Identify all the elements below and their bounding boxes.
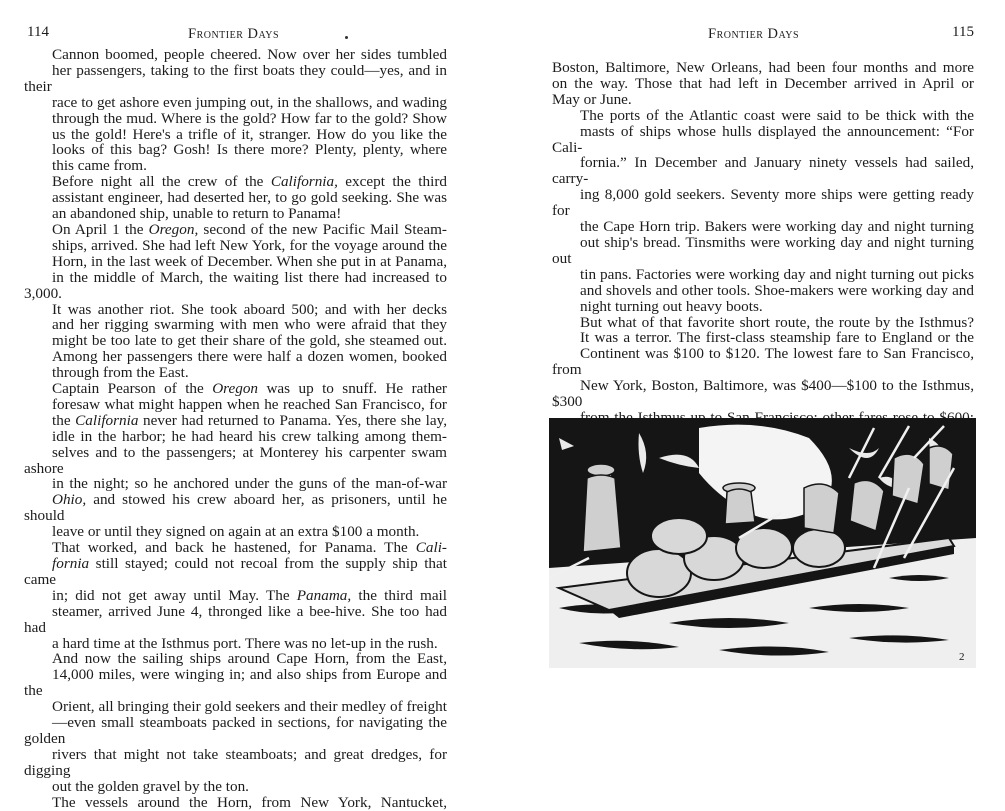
text-line: masts of ships whose hulls displayed the announcement: “For Cali- [552, 122, 974, 156]
text-line: in the night; so he anchored under the guns of the man-of-war [52, 475, 447, 493]
text-line: —even small steamboats packed in sections, for navigating the golden [24, 714, 447, 747]
running-head: Frontier Days [188, 26, 280, 42]
paragraph [24, 651, 447, 794]
text-line: ships, arrived. She had left New York, for the voyage around the [52, 236, 447, 254]
text-line: On April 1 the Oregon, second of the new Pacific Mail Steam- [52, 220, 447, 238]
paragraph [24, 302, 447, 382]
text-line: selves and to the passengers; at Monterey his carpenter swam ashore [24, 443, 447, 477]
text-line: foresaw what might happen when he reached San Francisco, for [52, 395, 447, 413]
text-line: this came from. [52, 157, 147, 175]
paragraph [24, 381, 447, 540]
text-line: That worked, and back he hastened, for Panama. The Cali- [52, 539, 447, 557]
paragraph [24, 540, 447, 651]
text-line: But what of that favorite short route, the route by the Isthmus? [580, 313, 974, 331]
text-line: Horn, in the last week of December. When she put in at Panama, [52, 252, 447, 270]
text-line: Ohio, and stowed his crew aboard her, as prisoners, until he should [24, 491, 447, 525]
text-line: and shovels and other tools. Shoe-makers were working day and [580, 281, 974, 299]
boat-illustration-svg [549, 418, 976, 668]
text-line: ing 8,000 gold seekers. Seventy more ships were getting ready for [552, 186, 974, 220]
text-line: Before night all the crew of the California, except the third [52, 173, 447, 191]
text-line: And now the sailing ships around Cape Horn, from the East, [52, 650, 447, 668]
paragraph [24, 222, 447, 302]
paragraph [552, 108, 974, 315]
paragraph [24, 47, 447, 174]
print-speck [345, 36, 348, 39]
text-line: Captain Pearson of the Oregon was up to snuff. He rather [52, 380, 447, 398]
running-head: Frontier Days [708, 26, 800, 42]
text-line: and her rigging swarming with men who were afraid that they [52, 316, 447, 334]
text-line: an abandoned ship, unable to return to Panama! [52, 205, 342, 223]
text-line: the Cape Horn trip. Bakers were working day and night turning [580, 218, 974, 236]
text-line: steamer, arrived June 4, thronged like a bee-hive. She too had had [24, 602, 447, 636]
text-line: Continent was $100 to $120. The lowest fare to San Francisco, from [552, 345, 974, 379]
right-page [500, 0, 1005, 690]
text-line: Orient, all bringing their gold seekers and their medley of freight [52, 698, 447, 716]
paragraph [24, 795, 447, 811]
body-text [24, 47, 447, 811]
left-page [0, 0, 500, 811]
text-line: in; did not get away until May. The Panama, the third mail [52, 586, 447, 604]
woodcut-illustration [549, 418, 976, 668]
text-line: Among her passengers there were half a dozen women, booked [52, 348, 447, 366]
page-number: 115 [952, 24, 974, 40]
text-line: The vessels around the Horn, from New York, Nantucket, [52, 793, 447, 811]
text-line: rivers that might not take steamboats; and great dredges, for digging [24, 745, 447, 779]
text-line: leave or until they signed on again at an extra $100 a month. [52, 523, 420, 541]
text-line: It was another riot. She took aboard 500; and with her decks [52, 300, 447, 318]
text-line: The ports of the Atlantic coast were said to be thick with the [580, 106, 974, 124]
text-line: a hard time at the Isthmus port. There was no let-up in the rush. [52, 634, 438, 652]
text-line: us the gold! Here's a trifle of it, stranger. How do you like the [52, 125, 447, 143]
artist-signature: 2 [959, 651, 965, 663]
text-line: tin pans. Factories were working day and night turning out picks [580, 265, 974, 283]
text-line: out ship's bread. Tinsmiths were working day and night turning out [552, 233, 974, 267]
text-line: through from the East. [52, 364, 189, 382]
text-line: on the way. Those that had left in December arrived in April or [552, 74, 974, 92]
text-line: fornia still stayed; could not recoal from the supply ship that came [24, 555, 447, 588]
paragraph [24, 174, 447, 222]
text-line: assistant engineer, had deserted her, to go gold seeking. She was [52, 189, 447, 207]
text-line: race to get ashore even jumping out, in the shallows, and wading [52, 93, 447, 111]
page-number: 114 [27, 24, 49, 40]
text-line: Cannon boomed, people cheered. Now over her sides tumbled [52, 46, 447, 63]
text-line: night turning out heavy boots. [580, 297, 763, 315]
text-line: through the mud. Where is the gold? How far to the gold? Show [52, 109, 447, 127]
text-line: Boston, Baltimore, New Orleans, had been four months and more [552, 59, 974, 76]
text-line: It was a terror. The first-class steamship fare to England or the [580, 329, 974, 347]
text-line: in the middle of March, the waiting list there had increased to 3,000. [24, 268, 447, 302]
text-line: out the golden gravel by the ton. [52, 777, 249, 795]
text-line: idle in the harbor; he had heard his crew talking among them- [52, 427, 447, 445]
paragraph [552, 60, 974, 108]
text-line: her passengers, taking to the first boats they could—yes, and in their [24, 61, 447, 95]
text-line: May or June. [552, 90, 632, 108]
text-line: might be too late to get their share of the gold, she steamed out. [52, 332, 447, 350]
text-line: the California never had returned to Panama. Yes, there she lay, [52, 411, 448, 429]
text-line: New York, Boston, Baltimore, was $400—$100 to the Isthmus, $300 [552, 377, 974, 411]
text-line: looks of this bag? Gosh! Is there more? Plenty, plenty, where [52, 141, 447, 159]
text-line: 14,000 miles, were winging in; and also ships from Europe and the [24, 666, 447, 700]
text-line: fornia.” In December and January ninety vessels had sailed, carry- [552, 154, 974, 188]
